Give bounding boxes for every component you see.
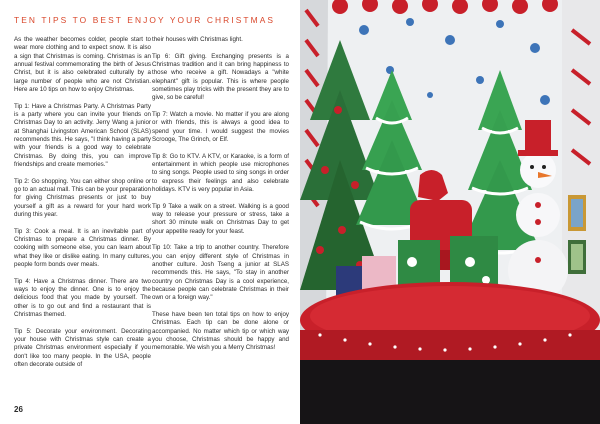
christmas-stage-photo (300, 0, 600, 424)
paragraph: Tip 6: Gift giving. Exchanging presents is a Christmas tradition and it can bring happiness to those who receive a gift. Nowadays a "white elephant" gift is popular. This is where people sometimes play tricks with the present they are to give, so be careful! (152, 52, 289, 102)
text-column-left (14, 36, 151, 378)
paragraph: Tip 5: Decorate your environment. Decorating your house with Christmas style can create a private Christmas environment especially if you don't like too many people. In the USA, people often decorate outside of (14, 327, 151, 369)
paragraph: Tip 1: Have a Christmas Party. A Christmas Party is a party where you can invite your friends on Christmas Day to an activity. Jerry Wang a junior at Shanghai Livingston American School (SLAS) recommends this. He says, "I think having a party with your friends is a good way to celebrate Christmas. By doing this, you can improve friendships and create memories." (14, 102, 151, 169)
paragraph: These have been ten total tips on how to enjoy Christmas. Each tip can be done alone or accompanied. No matter which tip or which way you choose, Christmas should be happy and memorable. We wish you a Merry Christmas! (152, 311, 289, 352)
paragraph: Tip 7: Watch a movie. No matter if you are along or with friends, this is always a good idea to spend your time. I would suggest the movies Scrooge, The Grinch, or Elf. (152, 111, 289, 144)
paragraph: Tip 9 Take a walk on a street. Walking is a good way to release your pressure or stress, take a short 30 minute walk on Christmas Day to get your appetite ready for your feast. (152, 202, 289, 235)
text-column-right (152, 36, 289, 361)
paragraph: Tip 2: Go shopping. You can either shop online or go to an actual mall. This can be your preparation for giving Christmas presents or just to buy yourself a gift as a reward for your hard work during this year. (14, 177, 151, 219)
paragraph: their houses with Christmas light. (152, 36, 243, 43)
paragraph: Tip 3: Cook a meal. It is an inevitable part of Christmas to prepare a Christmas dinner. By cooking with someone else, you can learn about what they like or dislike eating. In many cultures, people form bonds over meals. (14, 227, 151, 269)
paragraph: Tip 4: Have a Christmas dinner. There are two ways to enjoy the dinner. One is to enjoy the delicious food that you made by yourself. The other is to go out and find a restaurant that is Christmas themed. (14, 277, 151, 319)
paragraph: Tip 8: Go to KTV. A KTV, or Karaoke, is a form of entertainment in which people use microphones to sing songs. People used to sing songs in order to express their feelings and also celebrate holidays. KTV is very popular in Asia. (152, 152, 289, 194)
page-number: 26 (14, 405, 23, 414)
paragraph: As the weather becomes colder, people start to wear more clothing and to expect snow. It is also a sign that Christmas is coming. Christmas is an annual festival commemorating the birth of Jesus Christ, but it is also celebrated culturally by a large number of people who are not Christian. Here are 10 tips on how to enjoy Christmas. (14, 36, 151, 94)
article-title: TEN TIPS TO BEST ENJOY YOUR CHRISTMAS (14, 15, 276, 25)
paragraph: Tip 10: Take a trip to another country. Therefore you can enjoy different style of Christmas in another culture. Josh Tseng a junior at SLAS recommends this. He says, "To stay in another country on Christmas Day is a cool experience, because people can celebrate Christmas in their own or a foreign way." (152, 244, 289, 302)
